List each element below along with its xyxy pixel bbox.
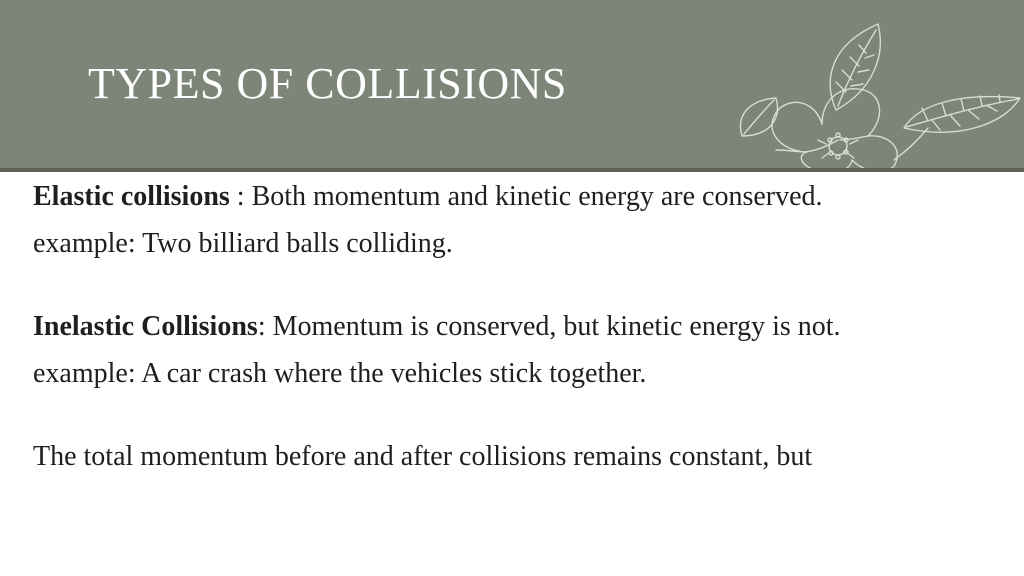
inelastic-description: : Momentum is conserved, but kinetic energy is not.	[257, 311, 841, 342]
slide-body	[33, 178, 993, 475]
elastic-term: Elastic collisions	[33, 181, 230, 212]
inelastic-example: example: A car crash where the vehicles stick together.	[33, 358, 647, 389]
flower-leaf-line-art-icon	[718, 0, 1024, 168]
inelastic-definition	[33, 308, 993, 345]
elastic-description: : Both momentum and kinetic energy are conserved.	[229, 181, 823, 212]
summary-text: The total momentum before and after collisions remains constant, but	[33, 441, 813, 472]
inelastic-term: Inelastic Collisions	[33, 311, 258, 342]
elastic-definition	[33, 178, 993, 215]
title-banner	[0, 0, 1024, 168]
slide-title: TYPES OF COLLISIONS	[88, 59, 567, 108]
title-divider	[0, 168, 1024, 172]
elastic-example: example: Two billiard balls colliding.	[33, 228, 453, 259]
